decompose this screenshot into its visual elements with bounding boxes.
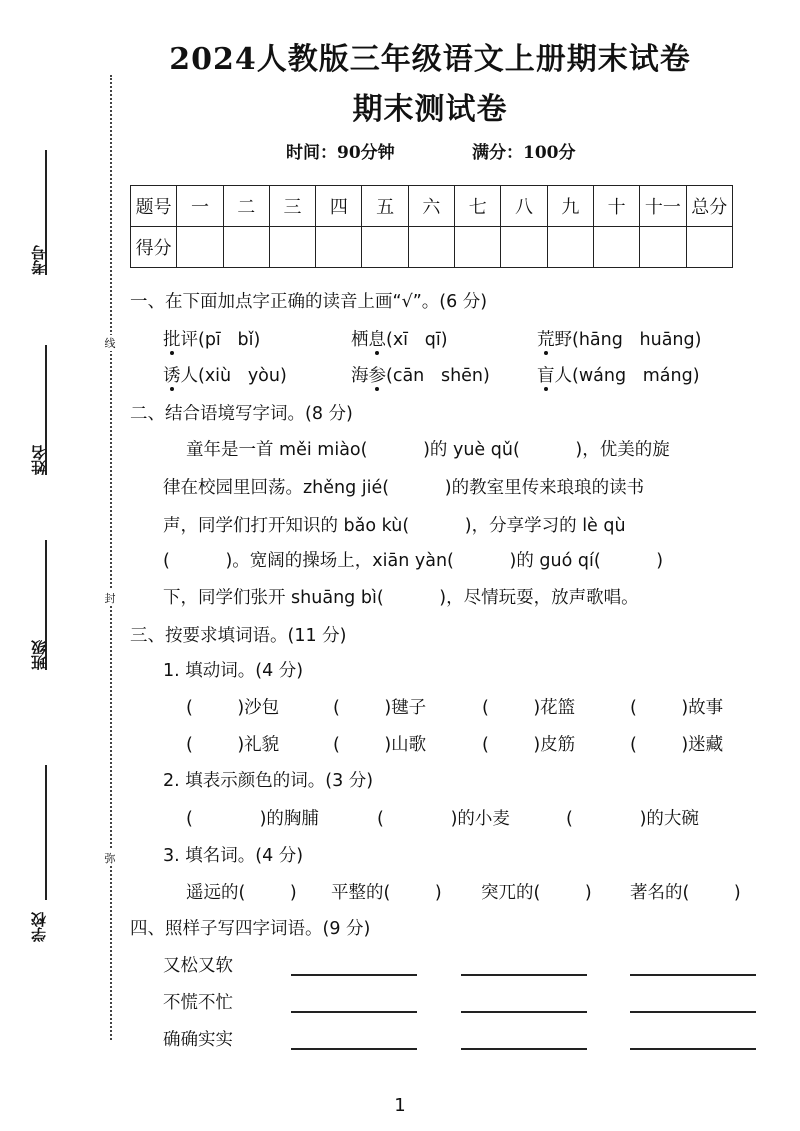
q4-title: 四、照样子写四字词语。(9 分)	[130, 919, 371, 939]
class-label: 班级	[30, 640, 48, 670]
score-input-cell[interactable]	[223, 227, 269, 268]
q2-passage-line[interactable]: 律在校园里回荡。zhěng jié( )的教室里传来琅琅的读书	[163, 478, 645, 498]
table-cell: 四	[316, 186, 362, 227]
answer-line[interactable]	[630, 1011, 756, 1013]
table-cell: 十	[593, 186, 639, 227]
fill-blank-item[interactable]: ( )花篮	[482, 698, 576, 718]
fill-blank-item[interactable]: ( )山歌	[333, 735, 427, 755]
page-title: 2024人教版三年级语文上册期末试卷	[169, 42, 691, 77]
answer-line[interactable]	[461, 1048, 587, 1050]
q2-passage-line[interactable]: ( )。宽阔的操场上，xiān yàn( )的 guó qí( )	[163, 551, 664, 571]
char: 栖	[351, 330, 369, 350]
q1-item	[163, 362, 287, 387]
fill-blank-item[interactable]: 突兀的( )	[481, 883, 592, 903]
q3-sub1-title: 1. 填动词。(4 分)	[163, 661, 304, 681]
answer-line[interactable]	[291, 974, 417, 976]
q3-sub2-title: 2. 填表示颜色的词。(3 分)	[163, 771, 374, 791]
table-cell: 得分	[131, 227, 177, 268]
fill-blank-item[interactable]: 平整的( )	[331, 883, 442, 903]
dotted-char: 盲	[537, 366, 555, 386]
score-table-score-row	[131, 227, 733, 268]
char: 人	[554, 366, 572, 386]
answer-line[interactable]	[291, 1011, 417, 1013]
cut-mark-seal: 封	[102, 590, 118, 606]
table-cell: 总分	[686, 186, 732, 227]
fill-blank-item[interactable]: ( )迷藏	[630, 735, 724, 755]
score-input-cell[interactable]	[269, 227, 315, 268]
exam-full-score: 满分：100分	[472, 143, 576, 163]
school-line	[45, 765, 47, 900]
name-label: 姓名	[30, 445, 48, 475]
dotted-char: 参	[368, 366, 386, 386]
q4-example: 又松又软	[163, 956, 233, 976]
q4-example: 确确实实	[163, 1030, 233, 1050]
answer-line[interactable]	[461, 1011, 587, 1013]
answer-line[interactable]	[461, 974, 587, 976]
char: 海	[351, 366, 369, 386]
pinyin-options[interactable]: (wáng máng)	[572, 366, 700, 386]
table-cell: 六	[408, 186, 454, 227]
char: 野	[554, 330, 572, 350]
dotted-char: 诱	[163, 366, 181, 386]
score-table-header-row	[131, 186, 733, 227]
score-input-cell[interactable]	[362, 227, 408, 268]
dotted-char: 息	[368, 330, 386, 350]
score-input-cell[interactable]	[547, 227, 593, 268]
q3-sub3-title: 3. 填名词。(4 分)	[163, 846, 304, 866]
table-cell: 一	[177, 186, 223, 227]
score-input-cell[interactable]	[593, 227, 639, 268]
score-table	[130, 185, 733, 268]
q1-item	[351, 326, 448, 351]
school-label: 学校	[30, 912, 48, 942]
score-input-cell[interactable]	[501, 227, 547, 268]
score-input-cell[interactable]	[316, 227, 362, 268]
answer-line[interactable]	[630, 1048, 756, 1050]
cut-mark-line: 线	[102, 335, 118, 351]
score-input-cell[interactable]	[177, 227, 223, 268]
answer-line[interactable]	[630, 974, 756, 976]
pinyin-options[interactable]: (pī bǐ)	[198, 330, 261, 350]
fill-blank-item[interactable]: ( )故事	[630, 698, 724, 718]
table-cell: 二	[223, 186, 269, 227]
q1-item	[351, 362, 490, 387]
pinyin-options[interactable]: (xiù yòu)	[198, 366, 287, 386]
page-number: 1	[394, 1095, 406, 1116]
score-input-cell[interactable]	[640, 227, 686, 268]
exam-time: 时间：90分钟	[286, 143, 395, 163]
fill-blank-item[interactable]: 遥远的( )	[186, 883, 297, 903]
fill-blank-item[interactable]: ( )沙包	[186, 698, 280, 718]
dotted-char: 批	[163, 330, 181, 350]
fill-blank-item[interactable]: 著名的( )	[630, 883, 741, 903]
answer-line[interactable]	[291, 1048, 417, 1050]
cut-mark-fill: 弥	[102, 850, 118, 866]
score-input-cell[interactable]	[455, 227, 501, 268]
q1-item	[537, 362, 700, 387]
q2-title: 二、结合语境写字词。(8 分)	[130, 404, 353, 424]
table-cell: 题号	[131, 186, 177, 227]
cut-line	[110, 75, 112, 1040]
fill-blank-item[interactable]: ( )皮筋	[482, 735, 576, 755]
dotted-char: 荒	[537, 330, 555, 350]
q4-example: 不慌不忙	[163, 993, 233, 1013]
q2-passage-line[interactable]: 下，同学们张开 shuāng bì( )，尽情玩耍，放声歌唱。	[163, 588, 639, 608]
fill-blank-item[interactable]: ( )的小麦	[377, 809, 510, 829]
table-cell: 八	[501, 186, 547, 227]
pinyin-options[interactable]: (xī qī)	[386, 330, 448, 350]
fill-blank-item[interactable]: ( )的胸脯	[186, 809, 319, 829]
table-cell: 十一	[640, 186, 686, 227]
fill-blank-item[interactable]: ( )礼貌	[186, 735, 280, 755]
exam-no-label: 考号	[30, 245, 48, 275]
q2-passage-line[interactable]: 声，同学们打开知识的 bǎo kù( )，分享学习的 lè qù	[163, 516, 626, 536]
table-cell: 七	[455, 186, 501, 227]
q1-title: 一、在下面加点字正确的读音上画“√”。(6 分)	[130, 292, 488, 312]
table-cell: 五	[362, 186, 408, 227]
table-cell: 三	[269, 186, 315, 227]
char: 人	[180, 366, 198, 386]
page-subtitle: 期末测试卷	[352, 92, 508, 127]
fill-blank-item[interactable]: ( )的大碗	[566, 809, 699, 829]
pinyin-options[interactable]: (cān shēn)	[386, 366, 490, 386]
q1-item	[537, 326, 701, 351]
q2-passage-line[interactable]: 童年是一首 měi miào( )的 yuè qǔ( )，优美的旋	[186, 440, 670, 460]
q3-title: 三、按要求填词语。(11 分)	[130, 626, 347, 646]
table-cell: 九	[547, 186, 593, 227]
pinyin-options[interactable]: (hāng huāng)	[572, 330, 702, 350]
score-input-cell[interactable]	[686, 227, 732, 268]
score-input-cell[interactable]	[408, 227, 454, 268]
char: 评	[180, 330, 198, 350]
q1-item	[163, 326, 260, 351]
fill-blank-item[interactable]: ( )毽子	[333, 698, 427, 718]
